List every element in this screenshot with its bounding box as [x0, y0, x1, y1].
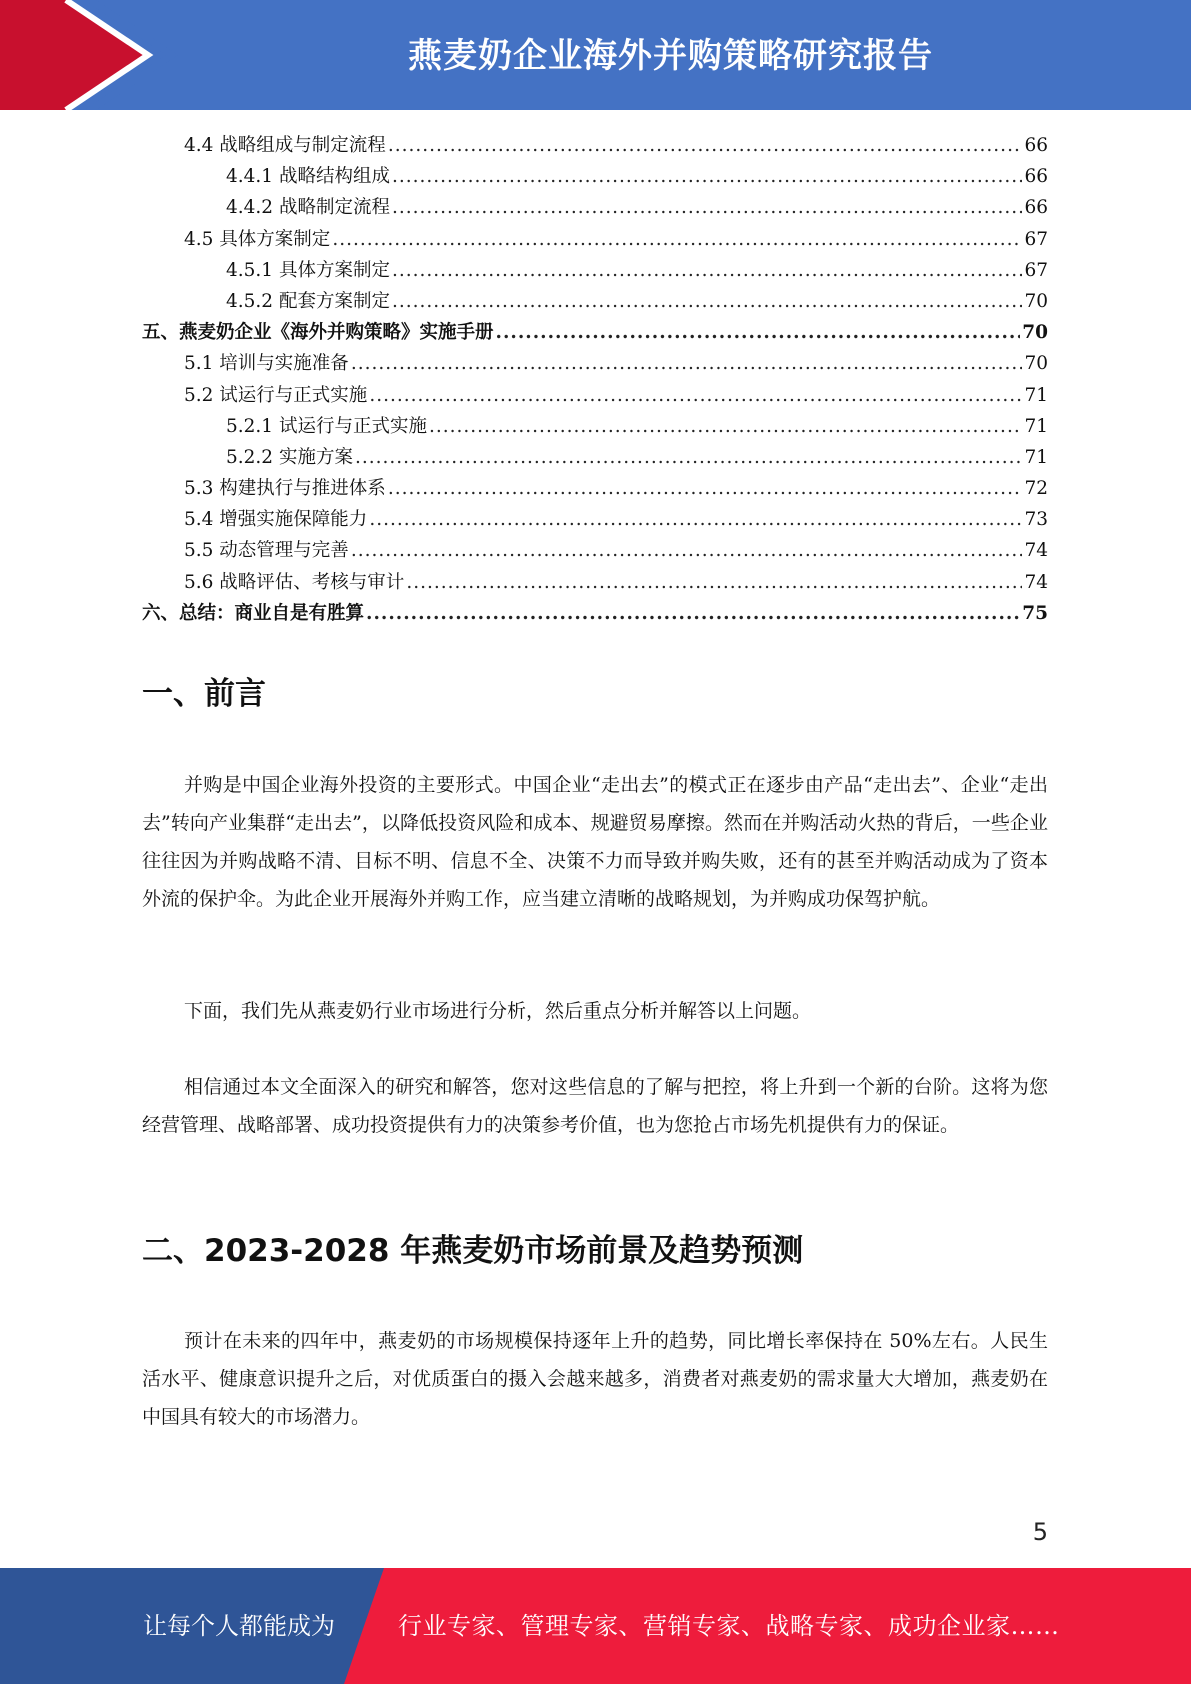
toc-leader-dots — [355, 442, 1023, 473]
toc-entry[interactable] — [142, 224, 1048, 255]
toc-entry-title: 5.3 构建执行与推进体系 — [184, 478, 386, 500]
toc-entry-page: 67 — [1024, 228, 1048, 250]
toc-entry[interactable] — [142, 192, 1048, 223]
toc-entry-title: 4.5.1 具体方案制定 — [226, 259, 390, 281]
toc-entry-page: 66 — [1024, 135, 1048, 156]
toc-leader-dots — [369, 380, 1022, 411]
toc-leader-dots — [429, 411, 1022, 442]
toc-entry-title: 4.5.2 配套方案制定 — [226, 290, 390, 312]
preface-paragraph-1: 并购是中国企业海外投资的主要形式。中国企业“走出去”的模式正在逐步由产品“走出去”、企业“走出去”转向产业集群“走出去”，以降低投资风险和成本、规避贸易摩擦。然而在并购活动火热的背后，一些企业往往因为并购战略不清、目标不明、信息不全、决策不力而导致并购失败，还有的甚至并购活动成为了资本外流的保护伞。为此企业开展海外并购工作，应当建立清晰的战略规划，为并购成功保驾护航。 — [142, 774, 1048, 910]
toc-leader-dots — [369, 504, 1022, 535]
toc-entry[interactable] — [142, 598, 1048, 629]
toc-entry[interactable] — [142, 567, 1048, 598]
toc-entry[interactable] — [142, 317, 1048, 348]
page-footer — [0, 1568, 1191, 1684]
preface-paragraph-3: 相信通过本文全面深入的研究和解答，您对这些信息的了解与把控，将上升到一个新的台阶。这将为您经营管理、战略部署、成功投资提供有力的决策参考价值，也为您抢占市场先机提供有力的保证。 — [142, 1076, 1048, 1136]
toc-leader-dots — [351, 348, 1023, 379]
toc-entry-page: 70 — [1024, 290, 1048, 312]
toc-entry-page: 66 — [1024, 166, 1048, 188]
toc-entry-title: 五、燕麦奶企业《海外并购策略》实施手册 — [142, 322, 494, 344]
toc-entry-page: 74 — [1024, 571, 1048, 593]
toc-entry-page: 70 — [1024, 353, 1048, 375]
toc-entry-title: 4.4.2 战略制定流程 — [226, 197, 390, 219]
toc-entry-title: 4.5 具体方案制定 — [184, 228, 331, 250]
toc-entry[interactable] — [142, 411, 1048, 442]
preface-paragraph-2: 下面，我们先从燕麦奶行业市场进行分析，然后重点分析并解答以上问题。 — [184, 1000, 812, 1022]
toc-entry-page: 71 — [1024, 384, 1048, 406]
toc-entry[interactable] — [142, 161, 1048, 192]
toc-entry[interactable] — [142, 255, 1048, 286]
toc-leader-dots — [406, 567, 1022, 598]
toc-leader-dots — [392, 192, 1022, 223]
toc-leader-dots — [392, 255, 1022, 286]
page-number: 5 — [1032, 1518, 1048, 1546]
toc-entry[interactable] — [142, 286, 1048, 317]
toc-leader-dots — [392, 286, 1022, 317]
toc-entry[interactable] — [142, 442, 1048, 473]
toc-entry-title: 5.5 动态管理与完善 — [184, 540, 349, 562]
toc-entry[interactable] — [142, 380, 1048, 411]
toc-entry-title: 5.1 培训与实施准备 — [184, 353, 349, 375]
toc-leader-dots — [351, 535, 1023, 566]
table-of-contents — [142, 130, 1048, 629]
toc-entry-title: 六、总结：商业自是有胜算 — [142, 602, 365, 624]
toc-entry-page: 71 — [1024, 415, 1048, 437]
toc-entry-page: 73 — [1024, 509, 1048, 531]
footer-slogan-right: 行业专家、管理专家、营销专家、战略专家、成功企业家…… — [398, 1612, 1060, 1640]
preface-heading: 一、前言 — [142, 676, 266, 712]
toc-entry-page: 66 — [1024, 197, 1048, 219]
toc-leader-dots — [388, 130, 1023, 161]
toc-entry-page: 72 — [1024, 478, 1048, 500]
forecast-paragraph-1: 预计在未来的四年中，燕麦奶的市场规模保持逐年上升的趋势，同比增长率保持在 50%左右。人民生活水平、健康意识提升之后，对优质蛋白的摄入会越来越多，消费者对燕麦奶的需求量大大增加，燕麦奶在中国具有较大的市场潜力。 — [142, 1330, 1048, 1428]
toc-entry-title: 4.4.1 战略结构组成 — [226, 166, 390, 188]
toc-entry[interactable] — [142, 130, 1048, 161]
toc-entry-title: 5.2.1 试运行与正式实施 — [226, 415, 427, 437]
toc-entry[interactable] — [142, 473, 1048, 504]
toc-leader-dots — [388, 473, 1023, 504]
toc-entry-page: 70 — [1022, 322, 1048, 344]
toc-entry[interactable] — [142, 535, 1048, 566]
toc-entry[interactable] — [142, 504, 1048, 535]
page-header — [0, 0, 1191, 110]
toc-leader-dots — [366, 598, 1020, 629]
toc-entry-page: 71 — [1024, 446, 1048, 468]
toc-leader-dots — [496, 317, 1021, 348]
toc-entry[interactable] — [142, 348, 1048, 379]
toc-entry-title: 5.6 战略评估、考核与审计 — [184, 571, 405, 593]
footer-slogan-left: 让每个人都能成为 — [143, 1612, 335, 1640]
toc-entry-title: 5.2 试运行与正式实施 — [184, 384, 368, 406]
forecast-heading: 二、2023-2028 年燕麦奶市场前景及趋势预测 — [142, 1233, 804, 1269]
toc-entry-title: 4.4 战略组成与制定流程 — [184, 135, 386, 156]
toc-entry-title: 5.2.2 实施方案 — [226, 446, 353, 468]
report-title: 燕麦奶企业海外并购策略研究报告 — [408, 36, 933, 76]
toc-leader-dots — [332, 224, 1022, 255]
toc-entry-title: 5.4 增强实施保障能力 — [184, 509, 368, 531]
toc-entry-page: 74 — [1024, 540, 1048, 562]
toc-entry-page: 67 — [1024, 259, 1048, 281]
toc-leader-dots — [392, 161, 1022, 192]
toc-entry-page: 75 — [1022, 602, 1048, 624]
